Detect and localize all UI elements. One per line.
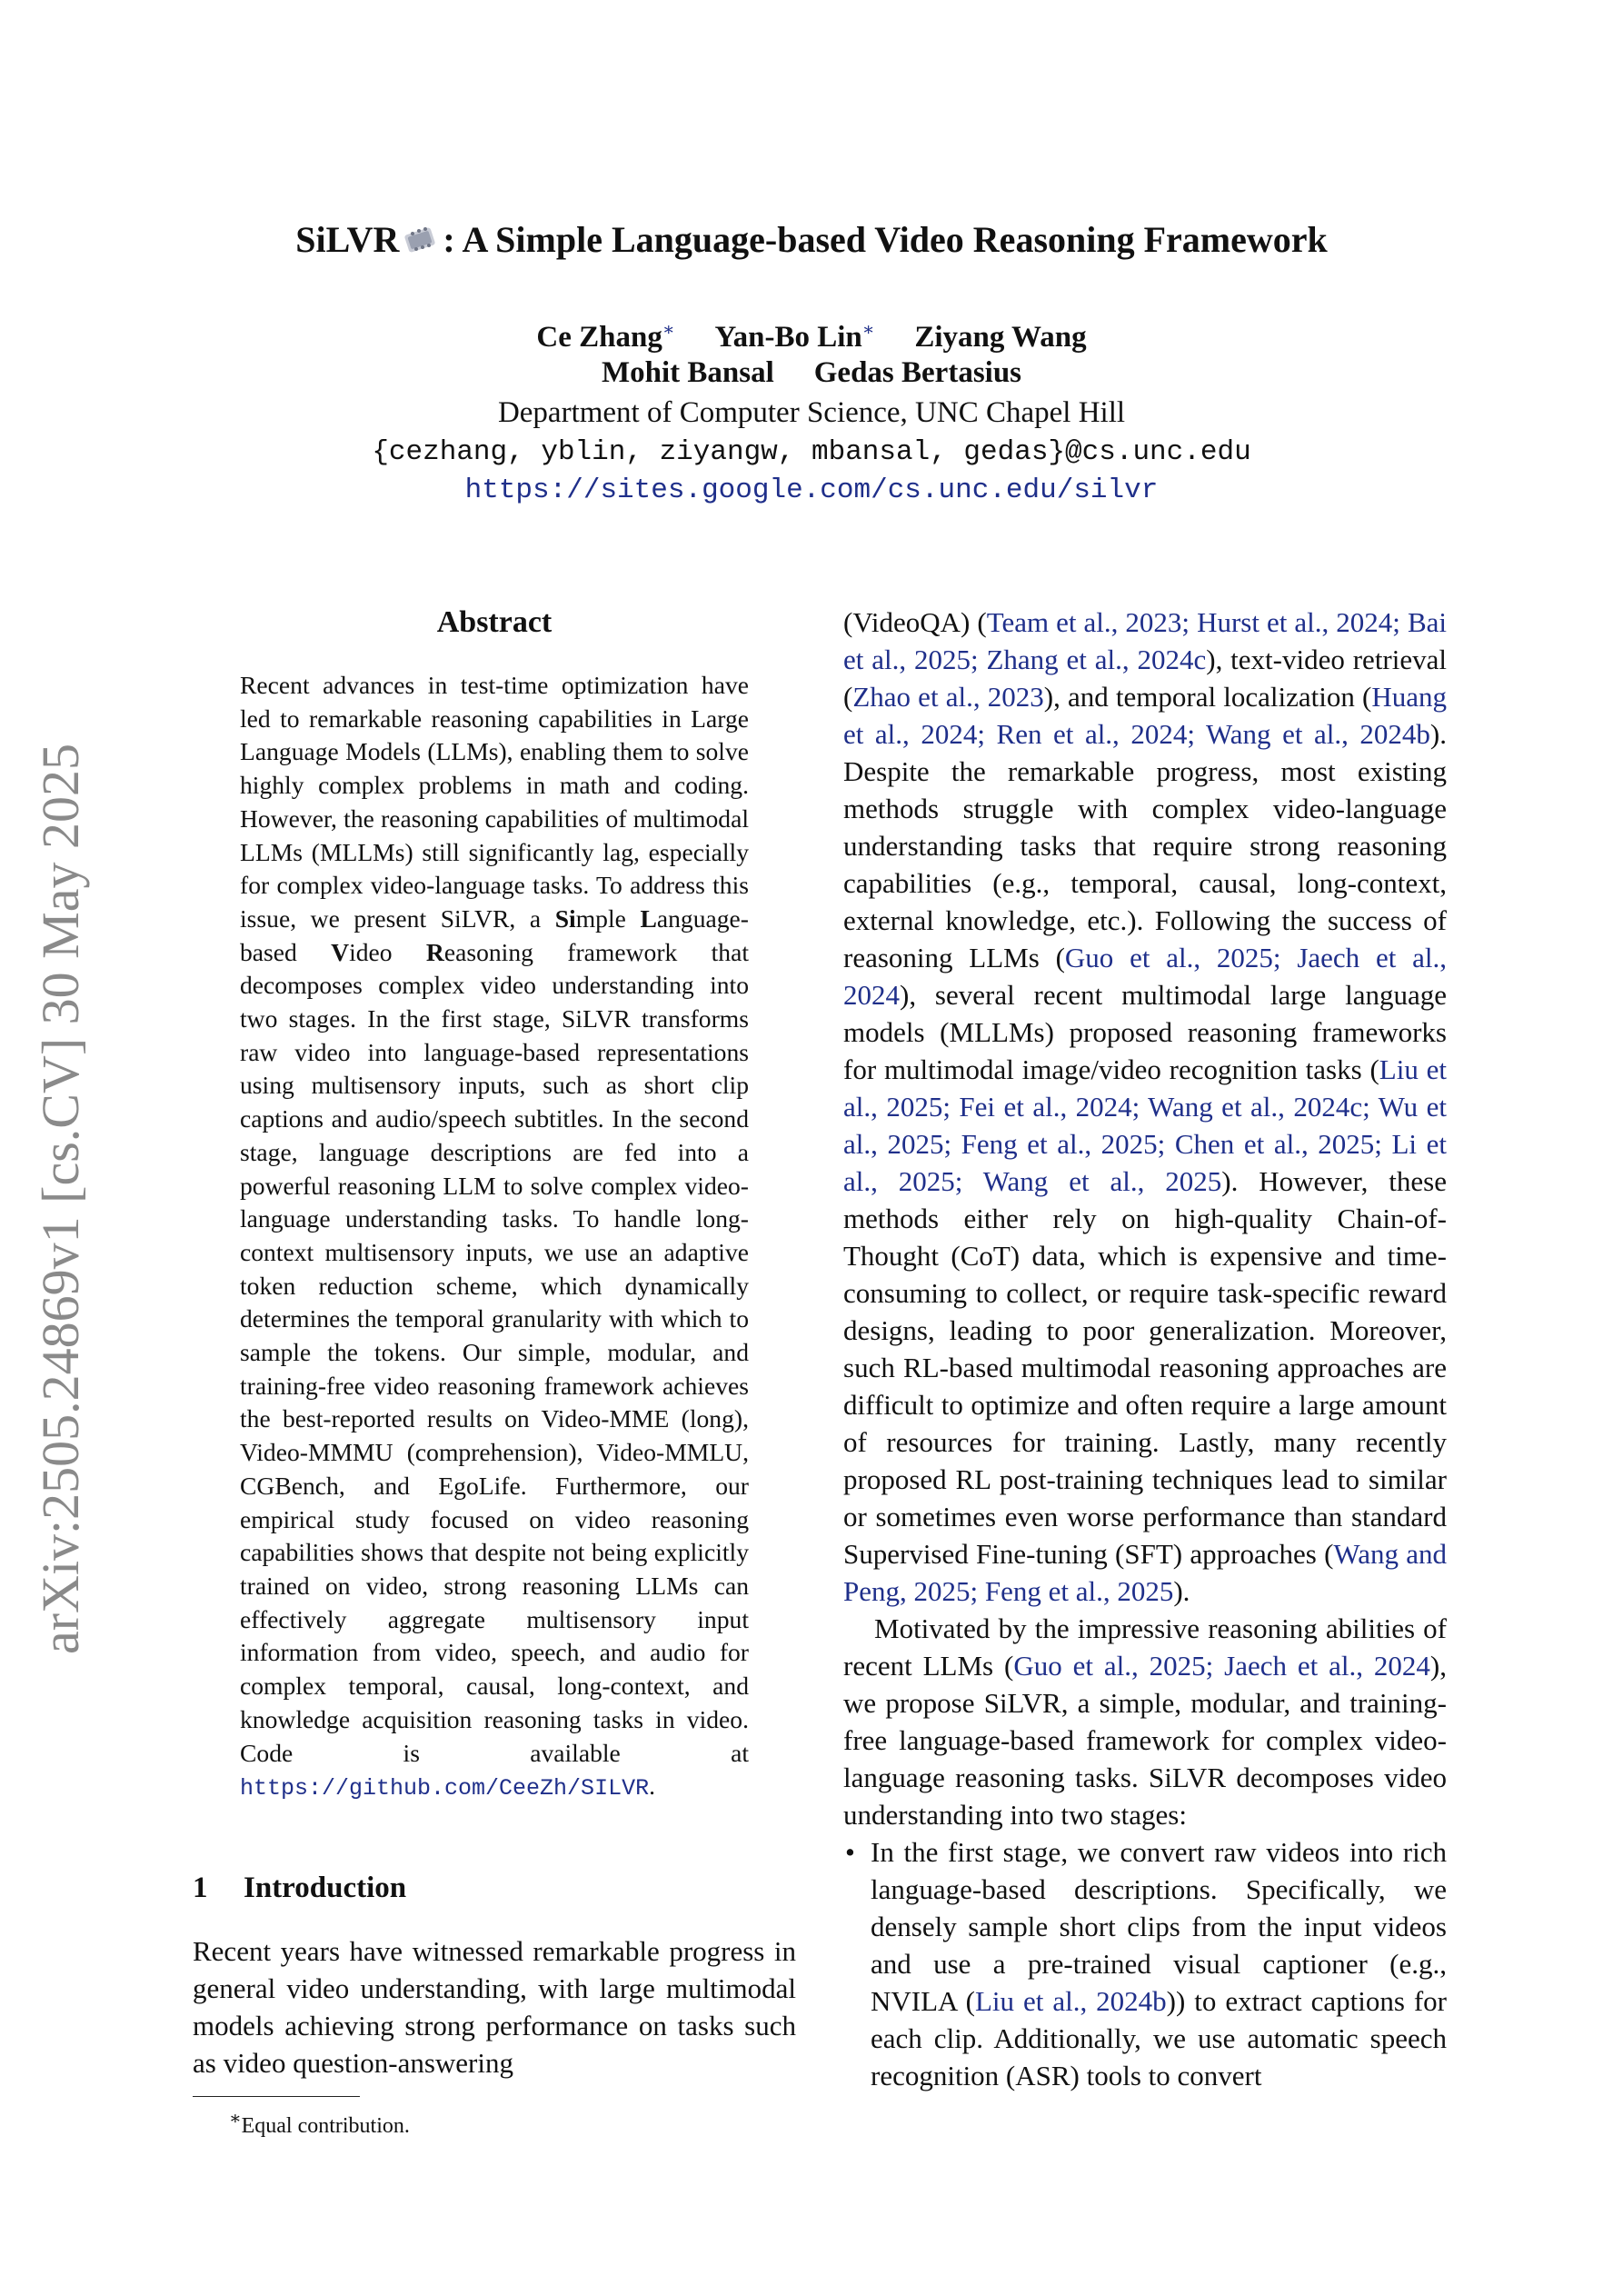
citation[interactable]: Team et al., 2023; Hurst et al., 2024; Bai et al., 2025; Zhang et al., 2024c	[843, 606, 1447, 675]
abstract-text: Recent advances in test-time optimization have led to remarkable reasoning capabilities in Large Language Models (LLMs), enabling them to solve highly complex problems in math and coding. However, the reasoning capabilities of multimodal LLMs (MLLMs) still significantly lag, especially for complex video-language tasks. To address this issue, we present SiLVR, a	[240, 671, 749, 933]
author-name: Ziyang Wang	[914, 321, 1087, 354]
author-name: Ce Zhang	[536, 321, 662, 354]
arxiv-side-stamp: arXiv:2505.24869v1 [cs.CV] 30 May 2025	[31, 743, 90, 1654]
abstract-text: .	[649, 1772, 655, 1801]
abstract-text: ideo	[349, 937, 426, 966]
footnote	[229, 2107, 410, 2139]
section-title: Introduction	[244, 1872, 407, 1904]
project-website-link[interactable]: https://sites.google.com/cs.unc.edu/silvr	[464, 474, 1159, 506]
equal-contribution-mark: ∗	[662, 320, 675, 340]
authors-line-1	[0, 318, 1623, 354]
section-heading-introduction	[193, 1872, 406, 1905]
equal-contribution-mark: ∗	[861, 320, 875, 340]
abstract-text: anguage-based	[240, 903, 749, 966]
code-link[interactable]: https://github.com/CeeZh/SILVR	[240, 1775, 650, 1802]
motivation-paragraph: Motivated by the impressive reasoning abilities of recent LLMs (Guo et al., 2025; Jaech et al., 2024), we propose SiLVR, a simple, modular, and training-free language-based framework for complex video-language reasoning tasks. SiLVR decomposes video understanding into two stages:	[843, 1612, 1447, 1831]
footnote-mark: ∗	[229, 2109, 242, 2129]
author-name: Gedas Bertasius	[813, 356, 1022, 389]
citation[interactable]: Liu et al., 2024b	[975, 1985, 1167, 2017]
abstract-bold: Si	[554, 903, 576, 933]
footnote-divider	[193, 2096, 360, 2097]
abstract-bold: R	[425, 937, 444, 966]
abstract-bold: V	[331, 937, 350, 966]
section-number: 1	[193, 1872, 208, 1904]
title-prefix: SiLVR	[295, 219, 400, 260]
list-item: • In the first stage, we convert raw videos into rich language-based descriptions. Specifically, we densely sample short clips from the input videos and use a pre-trained visual captioner (e.g., NVILA (Liu et al., 2024b)) to extract captions for each clip. Additionally, we use automatic speech recognition (ASR) tools to convert	[843, 1833, 1447, 2094]
abstract-text: mple	[575, 903, 641, 933]
authors-line-2	[0, 356, 1623, 390]
right-column	[843, 604, 1447, 2094]
intro-paragraph-continued: (VideoQA) (Team et al., 2023; Hurst et al., 2024; Bai et al., 2025; Zhang et al., 2024c), text-video retrieval (Zhao et al., 2023), and temporal localization (Huang et al., 2024; Ren et al., 2024; Wang et al., 2024b). Despite the remarkable progress, most existing methods struggle with complex video-language understanding tasks that require strong reasoning capabilities (e.g., temporal, causal, long-context, external knowledge, etc.). Following the success of reasoning LLMs (Guo et al., 2025; Jaech et al., 2024), several recent multimodal large language models (MLLMs) proposed reasoning frameworks for multimodal image/video recognition tasks (Liu et al., 2025; Fei et al., 2024; Wang et al., 2024c; Wu et al., 2025; Feng et al., 2025; Chen et al., 2025; Li et al., 2025; Wang et al., 2025). However, these methods either rely on high-quality Chain-of-Thought (CoT) data, which is expensive and time-consuming to collect, or require task-specific reward designs, leading to poor generalization. Moreover, such RL-based multimodal reasoning approaches are difficult to optimize and often require a large amount of resources for training. Lastly, many recently proposed RL post-training techniques lead to similar or sometimes even worse performance than standard Supervised Fine-tuning (SFT) approaches (Wang and Peng, 2025; Feng et al., 2025).	[843, 606, 1448, 1607]
citation[interactable]: Zhao et al., 2023	[852, 681, 1044, 713]
stage-list	[843, 1833, 1447, 2094]
silvr-logo-icon	[401, 223, 441, 257]
author-name: Yan-Bo Lin	[714, 321, 862, 354]
citation[interactable]: Guo et al., 2025; Jaech et al., 2024	[843, 942, 1447, 1011]
abstract-heading: Abstract	[436, 605, 553, 639]
author-name: Mohit Bansal	[601, 356, 774, 389]
footnote-text: Equal contribution.	[241, 2114, 410, 2138]
citation[interactable]: Liu et al., 2025; Fei et al., 2024; Wang et al., 2024c; Wu et al., 2025; Feng et al., 2025; Chen et al., 2025; Li et al., 2025; Wang et al., 2025	[843, 1053, 1447, 1197]
citation[interactable]: Wang and Peng, 2025; Feng et al., 2025	[843, 1538, 1448, 1607]
paper-title	[0, 218, 1623, 261]
abstract-bold: L	[640, 903, 657, 933]
abstract-body	[240, 669, 749, 1806]
abstract-text: easoning framework that decomposes complex video understanding into two stages. In the first stage, SiLVR transforms raw video into language-based representations using multisensory inputs, such as short clip captions and audio/speech subtitles. In the second stage, language descriptions are fed into a powerful reasoning LLM to solve complex video-language understanding tasks. To handle long-context multisensory inputs, we use an adaptive token reduction scheme, which dynamically determines the temporal granularity with which to sample the tokens. Our simple, modular, and training-free video reasoning framework achieves the best-reported results on Video-MME (long), Video-MMMU (comprehension), Video-MMLU, CGBench, and EgoLife. Furthermore, our empirical study focused on video reasoning capabilities shows that despite not being explicitly trained on video, strong reasoning LLMs can effectively aggregate multisensory input information from video, speech, and audio for complex temporal, causal, long-context, and knowledge acquisition reasoning tasks in video. Code is available at	[240, 937, 750, 1767]
author-emails: {cezhang, yblin, ziyangw, mbansal, gedas}@cs.unc.edu	[372, 436, 1251, 468]
title-suffix: : A Simple Language-based Video Reasoning Framework	[443, 219, 1328, 260]
citation[interactable]: Guo et al., 2025; Jaech et al., 2024	[1013, 1650, 1430, 1682]
affiliation: Department of Computer Science, UNC Chapel Hill	[497, 396, 1126, 429]
intro-paragraph: Recent years have witnessed remarkable progress in general video understanding, with large multimodal models achieving strong performance on tasks such as video question-answering	[193, 1935, 796, 2079]
citation[interactable]: Huang et al., 2024; Ren et al., 2024; Wang et al., 2024b	[843, 681, 1447, 750]
